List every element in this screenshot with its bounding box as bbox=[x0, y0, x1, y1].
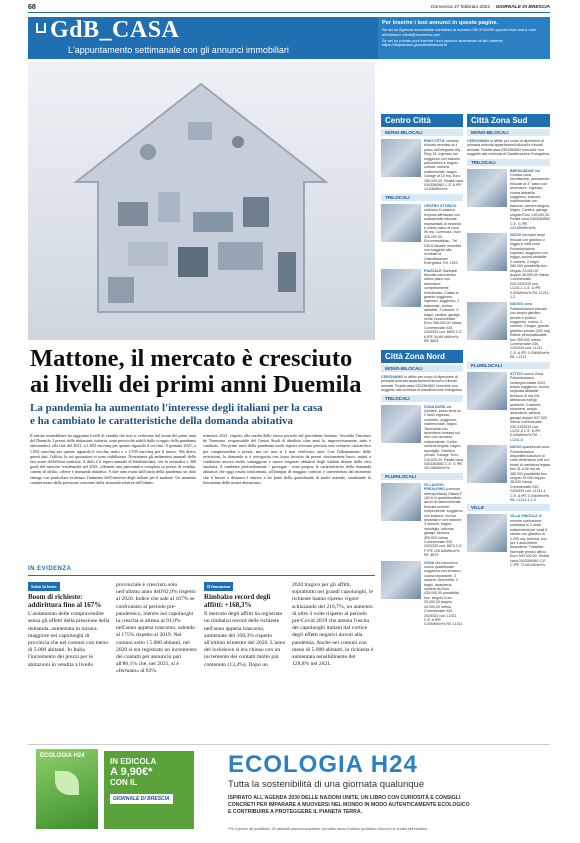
section-nord bbox=[381, 350, 463, 740]
ad-body bbox=[228, 795, 548, 816]
listing-text: vendesi bilocale arredato al 4 piano dell'elegante city Ring 78. Ingresso nel soggiorno con balcone panoramico e angolo cottura, camera matrimoniale, bagno. Garage di 10 mq. Euro 185.000,00. Realtà casa 0303384562 C.E. A IPE 14,53kWh/m²a. bbox=[424, 139, 463, 192]
listing-photo bbox=[467, 169, 507, 207]
sub-ville-sud: VILLE bbox=[467, 504, 550, 511]
article-col-2: trimestre 2021, rispetto alla media dello stesso periodo del precedente biennio. Secondo Vincenzo de Tommaso, responsabile del Centro Studi di idealista «due anni fa, improvvisamente, tutto è cambiato. Nei primi mesi della pandemia molti esperti avevano previsto uno scenario catastrofico per compravendite e prezzi, ma ciò non si è mai verificato, anzi. Con l'allentamento delle restrizioni, la domanda si è rinvigorita con forza favorita da prezzi storicamente bassi, mutui a condizioni ancora molto vantaggiose e nuove esigenze abitative degli italiani dettate dalla crisi sanitaria. A cambiare profondamente - prosegue - sono proprio le caratteristiche della domanda abitativa che oggi risulta trasformata, all'insegna di maggior comfort e convenienza dal momento che il lavoro a distanza è entrato a far parte della quotidianità di molte aziende, cambiando la fisionomia delle nostre abitazioni». bbox=[203, 433, 371, 485]
section-title-nord: Città Zona Nord bbox=[381, 350, 463, 363]
house-collage-icon bbox=[28, 62, 375, 340]
listing-text: in affitto per conto di dipendenti di primaria azienda appartamenti bilocali e trilocali arredati. Realtà casa 0303384562 Immobile non soggetto alla richiesta di classificazione energetica. bbox=[381, 375, 463, 393]
evidenza-col-3 bbox=[204, 582, 286, 737]
section-title-centro: Centro Città bbox=[381, 114, 463, 127]
listing-photo bbox=[381, 139, 421, 177]
listing-name: CERCHIAMO bbox=[467, 139, 490, 143]
evidenza-body-1: L'andamento delle compravendite senza gli effetti della pressione della domanda, aumentata in misura maggiore nei capoluoghi di provincia che nei comuni con meno di 5.000 abitanti. In Italia l'incremento dei prezzi per le abitazioni in vendita a livello bbox=[28, 611, 110, 668]
listing-text: Via Innocenzo nuovo quadrilocale soggiorno con terrazzo, cucina separabile, 3 camere, tavernetta, 2 bagni, lavanderia, cantina da Euro 435.000,00 possibilità box: singolo Euro 25.000,00 doppio 44.000,00 Intesa Commerciale 030-2420333 cod. L1011 C.E. A IPE 0,00kWh/m²a Rif. L1011 bbox=[424, 560, 463, 627]
listing-photo bbox=[467, 372, 507, 410]
listing-text: zona Poliambulanza trilocale con ampio giardino privato e portico: soggiorno, cucina, 2 camere, 2 bagni, grande giardino privato (300 mq) finiture personalizzabili, box 355.000 Intesa Commerciale 030-2420333 cod. L1211 C.E. A IPE 0,00kWh/m²a Rif. L1211 bbox=[510, 302, 550, 360]
listing-name: NUOVI bbox=[510, 233, 522, 238]
sub-tri-centro: TRILOCALI bbox=[381, 194, 463, 201]
page-number: 68 bbox=[28, 4, 36, 11]
section-centro bbox=[381, 114, 463, 346]
listing-text: in affitto per conto di dipendenti di primaria azienda appartamenti bilocali e trilocali arredati. Realtà casa 0303384562 Immobile non soggetto alla richiesta di Classificazione Energetica. bbox=[467, 139, 550, 157]
ad-title: ECOLOGIA H24 bbox=[228, 751, 418, 778]
listing-item[interactable] bbox=[467, 302, 550, 359]
listing-photo bbox=[467, 514, 507, 552]
page-date: Domenica 27 febbraio 2022 · GIORNALE DI BRESCIA bbox=[431, 5, 550, 10]
tag-il-fenomeno: Il fenomeno bbox=[204, 582, 233, 591]
listing-photo bbox=[467, 302, 507, 340]
masthead-title: GdB_CASA bbox=[50, 17, 180, 43]
ad-paper-logo: GIORNALE DI BRESCIA bbox=[110, 794, 173, 804]
listing-item[interactable] bbox=[467, 445, 550, 502]
sub-tri-nord: TRILOCALI bbox=[381, 395, 463, 402]
listing-item[interactable] bbox=[381, 204, 463, 266]
ad-book-title: ECOLOGIA H24 bbox=[40, 753, 85, 759]
headline-line-2: ai livelli dei primi anni Duemila bbox=[30, 371, 362, 398]
listing-name: BRESCIADUE bbox=[510, 168, 534, 173]
headline-line-1: Mattone, il mercato è cresciuto bbox=[30, 345, 353, 372]
listing-text: Garibaldi trilocale panoramico ultimo piano con ascensore completamente ristrutturato: Classe A, grande soggiorno, ingresso, soggiorno, 2 balconate, cucina abitabile, 2 camere, 2 bagni, cantina, garage, verde condominiale. Euro 398.000,00 Intesa Commerciale 030-2420333 cod. 8893 C.E. A IPE 34,66 kWh/m²a. Rif. 8893 bbox=[424, 268, 463, 344]
listing-name: ATTICO bbox=[510, 371, 524, 376]
listing-photo bbox=[381, 204, 421, 242]
masthead bbox=[28, 17, 550, 59]
listing-item[interactable] bbox=[467, 514, 550, 567]
sub-plu-sud: PLURILOCALI bbox=[467, 362, 550, 369]
listing-item[interactable] bbox=[381, 139, 463, 192]
listing-text: via Genderi, piano terra su 2 livelli ingresso, cucinotto, soggiorno, matrimoniale, bagno. Tavernetta con lavanderia rimessa sul retro con accesso indipendente. Cortile, camera singola, bagno, ripostiglio. Giardino privato. Garage. Euro 219.000,00. Realtà casa 0303384562 C.E. G IPE 161,66kWh/m²a. bbox=[424, 404, 463, 471]
leaf-icon bbox=[55, 771, 79, 795]
listing-name: PIAZZALE bbox=[424, 268, 442, 273]
ad-banner[interactable] bbox=[28, 744, 550, 837]
listing-name: RING CITTA' bbox=[424, 139, 446, 143]
listing-name: VILLA SINGOLA bbox=[510, 514, 538, 519]
info-title: Per inserire i tuoi annunci in queste pagine. bbox=[382, 20, 498, 26]
evidenza-col-1 bbox=[28, 582, 110, 737]
ad-left-l3: CON IL bbox=[110, 778, 138, 787]
listing-name: CENTRO STORICO bbox=[424, 203, 457, 208]
info-line-2: Se sei un privato puoi inserire i tuoi annunci accedendo al sito internet https://ritoplacasa.giornaledibrescia.it/ bbox=[382, 37, 503, 48]
evidenza-label: IN EVIDENZA bbox=[28, 566, 72, 572]
article-col-1: Il settore immobiliare ha raggiunto livelli di vendita che non si vedevano dal boom dei primi anni del Duemila. I prezzi delle abitazioni, tuttavia, sono pressoché stabili dallo scoppio della pandemia attestandosi, alla fine del 2021, a 1.692 euro/mq per quanto riguarda il vecchio. A gennaio 2021, a 1.692 euro/mq per quanto riguarda il vecchio usato e a 1.939 euro/mq per il nuovo. Ma dietro questi dati, l'affitto, le cui quotazioni si sono stabilizzate. Nonostante gli andamenti anomali delle fasi acute dell'allerta sanitaria. A dirlo è il report annuale di Idealista/data, che fa un'analisi a 360 gradi del mercato residenziale nel 2021, offrendo una panoramica completa su prezzi di vendita, canoni di affitto, offerte e domanda abitativa. A due anni esatti dall'inizio della pandemia un dato emerge con particolare evidenza: l'aumento dell'interesse degli italiani per il mattone. Un aumento caratterizzato dalla pressione crescente della domanda relativa nell'ultimo bbox=[30, 433, 196, 485]
listing-text: esclusivi ampi trilocali con giardino o loggia in città zona Poliambulatorio ingresso, soggiorno con loggia, cucina abitabile, 2 camere, 2 bagni 380.000 possibilità box - singolo 23.000,00 doppio 38.000,00 Intesa Commerciale 030.2420333 cod. L1211-1 C.E. A IPE 0,00kWh/m²a Rif. L1211-1-2 bbox=[510, 233, 550, 299]
info-line-1: Se sei un'Agenzia Immobiliare contattaci al numero 030.3740290 oppure invia una e-mail all'indirizzo clienti@numerica.com bbox=[382, 27, 536, 37]
sub-plu-nord: PLURILOCALI bbox=[381, 473, 463, 480]
listing-name: CERCHIAMO bbox=[381, 375, 404, 379]
sub-tri-sud: TRILOCALI bbox=[467, 159, 550, 166]
evidenza-col-4: 2020 tragico per gli affitti, soprattutto nei grandi capoluoghi, le richieste hanno ripreso vigore schizzando del 216,7%, un aumento di oltre 3 volte rispetto al periodo pre-Covid 2019 che attesta l'uscita dei capoluoghi italiani dal vortice degli effetti negativi dovuti alla pandemia. Anche nei comuni con meno di 5.000 abitanti, la richiesta è aumentata sensibilmente del 128,8% nel 2021. bbox=[292, 582, 374, 668]
ad-body-l1: ISPIRATO ALL'AGENDA 2030 DELLE NAZIONI UNITE, UN LIBRO CON CURIOSITÀ E CONSIGLI bbox=[228, 795, 461, 801]
masthead-subtitle: L'appuntamento settimanale con gli annunci immobiliari bbox=[68, 45, 289, 55]
ad-footnote: *Più il prezzo del quotidiano. Gli abbonati possono acquistare il prodotto senza il relativo quotidiano al prezzo di vendita dell'iniziativa. bbox=[228, 827, 428, 831]
ad-left-l2: A 9,90€* bbox=[110, 766, 153, 778]
listing-text: di recente costruzione suddivisa in 2 unità indipendenti per totali 5 stanze con giardino di 1.000 mq, taverna, box per 4 autovetture, lavanderia. Trattative riservate presso ufficio. Euro 590.000,00. Realtà casa 0303384562 C.E. C IPE 72,66 kWh/m²a. bbox=[510, 514, 549, 567]
evidenza-title-3: Rimbalzo record degli affitti: +168,3% bbox=[204, 593, 271, 610]
subhead-line-1: La pandemia ha aumentato l'interesse degli italiani per la casa bbox=[30, 402, 323, 414]
listing-name: VILLAGGIO PREALPINO bbox=[424, 482, 445, 492]
sub-mono-sud: MONO-BILOCALI bbox=[467, 129, 550, 136]
house-logo-icon bbox=[36, 23, 46, 33]
listing-photo bbox=[381, 269, 421, 307]
listing-item[interactable] bbox=[381, 375, 463, 393]
evidenza-col-2: provinciale è cresciuto solo nell'ultimo anno dell'82,9% rispetto al 2020. Indice che sale al 167% se confrontato al periodo pre-pandemico, mentre nei capoluoghi la crescita si attesta al 91,9% nell'anno appena trascorso, salendo al 175% rispetto al 2019. Nei comuni sotto i 5.000 abitanti, nel 2020 si era registrato un incremento dei contatti per annuncio pari all'86,1% che, nel 2021, si è «fermato» al 83%. bbox=[116, 582, 197, 675]
listing-text: Via Corsica zona servitissima, panoramico trilocale al 4° piano con ascensore. Ingresso, cucina abitabile, soggiorno, balcone, matrimoniale con balcone, camera singola, bagno. Cantina, garage singolo Euro 145.000,00. Realtà casa 0303384562 C.E. G IPE 122,65kWh/m²a. bbox=[510, 168, 550, 230]
sub-mono-nord: MONO-BILOCALI bbox=[381, 365, 463, 372]
listing-item[interactable] bbox=[381, 269, 463, 344]
sub-mono-centro: MONO-BILOCALI bbox=[381, 129, 463, 136]
tag-sotto-la-lente: Sotto la lente bbox=[28, 582, 60, 591]
listing-item[interactable] bbox=[381, 483, 463, 558]
ad-tagline: Tutta la sostenibilità di una giornata qualunque bbox=[228, 779, 425, 790]
listing-text: ombiano in palazzo d'epoca affrescato con suddivisibile trilocale mansardato al secondo e ultimo piano di circa 90 mq. Luminoso, euro 325.000,00. Euromandelbau - Tel 030.8 Idealbe Immobile non soggetto alla richiesta di Classificazione Energetica. Rif. 1922 bbox=[424, 208, 462, 266]
listing-photo bbox=[381, 483, 421, 521]
evidenza-body-3: Il mercato degli affitti ha registrato un rimbalzo record delle richieste nell'anno appena trascorso, aumentate del 168,3% rispetto all'ultimo trimestre del 2020. L'anno del lockdown si era chiuso con un incremento dei contatti molto più contenuto (13,4%). Dopo un bbox=[204, 611, 286, 668]
evidenza-title-1: Boom di richieste: addirittura fino al 167% bbox=[28, 593, 102, 610]
listing-name: ZONA bbox=[424, 560, 435, 565]
listing-photo bbox=[467, 233, 507, 271]
listing-photo bbox=[381, 561, 421, 599]
date-text: Domenica 27 febbraio 2022 bbox=[431, 5, 491, 10]
info-box bbox=[378, 17, 550, 59]
listing-text: (comodo metropolitana) Classe F 160,6 in quadrifamiliare lavori di riammodernati: fermata recente, Indipendente: soggiorno con balcone, cucina separata e con balcone, 3 camere, bagno, ripostiglio, balcone, garage, taverna. 309.000 Intesa Commerciale 030-2420333 cod. 8879 C.E. F IPE 126,64kWh/m²a. Rif. 8879 bbox=[424, 487, 463, 558]
listing-item[interactable] bbox=[467, 233, 550, 299]
top-rule bbox=[28, 12, 550, 13]
listing-item[interactable] bbox=[467, 372, 550, 443]
ad-body-l2: CONCRETI PER IMPARARE A MUOVERSI NEL MONDO IN MODO AUTENTICAMENTE ECOLOGICO bbox=[228, 802, 470, 808]
listing-item[interactable] bbox=[381, 561, 463, 627]
section-title-sud: Città Zona Sud bbox=[467, 114, 550, 127]
listing-name: NUOVI bbox=[510, 445, 522, 450]
listing-item[interactable] bbox=[467, 169, 550, 231]
listing-name: ZONA NORD bbox=[424, 404, 446, 409]
ad-body-l3: E CONTRIBUIRE A PROTEGGERE IL PIANETA TERRA. bbox=[228, 809, 363, 815]
listing-photo bbox=[381, 405, 421, 443]
listing-text: nuovo Zona Poliambulanza, consegna estate 2022 ampio soggiorno, cucina separata abitabile, terrazzo di mq che abbraccia tutti gli ambienti, 3 camere, bicamera, ampia lavanderia, cantina, garage doppio 537.000 Intesa Commerciale 030-2420333 cod. L1211-5 C.E. A IPE 0,00kWh/m²a Rif. ... L1211-5 bbox=[510, 371, 549, 442]
evidenza-rule bbox=[28, 575, 375, 576]
listing-name: NUOVO bbox=[510, 302, 524, 307]
section-sud bbox=[467, 114, 550, 740]
listing-item[interactable] bbox=[467, 139, 550, 157]
subhead-line-2: e ha cambiato le caratteristiche della domanda abitativa bbox=[30, 415, 294, 427]
listing-item[interactable] bbox=[381, 405, 463, 471]
ad-price-box bbox=[104, 751, 194, 829]
listing-photo bbox=[467, 445, 507, 483]
ad-left-l1: IN EDICOLA bbox=[110, 757, 157, 766]
hero-image bbox=[28, 62, 375, 340]
listing-text: quadrilocali zona Poliambulanza disponibili soluzioni di varie dimensioni tutti con binari di metratura legata fino 31 a 60 mq da 385.000 possibilità box: singolo 25.000 doppio 38.000 Intesa Commerciale 030-2420333 cod. L1211-1 C.E. A IPE 0,00kWh/m²a Rif. L1211-1-2-3 bbox=[510, 445, 550, 503]
ad-book-cover bbox=[36, 749, 98, 829]
paper-name: GIORNALE DI BRESCIA bbox=[495, 5, 550, 10]
